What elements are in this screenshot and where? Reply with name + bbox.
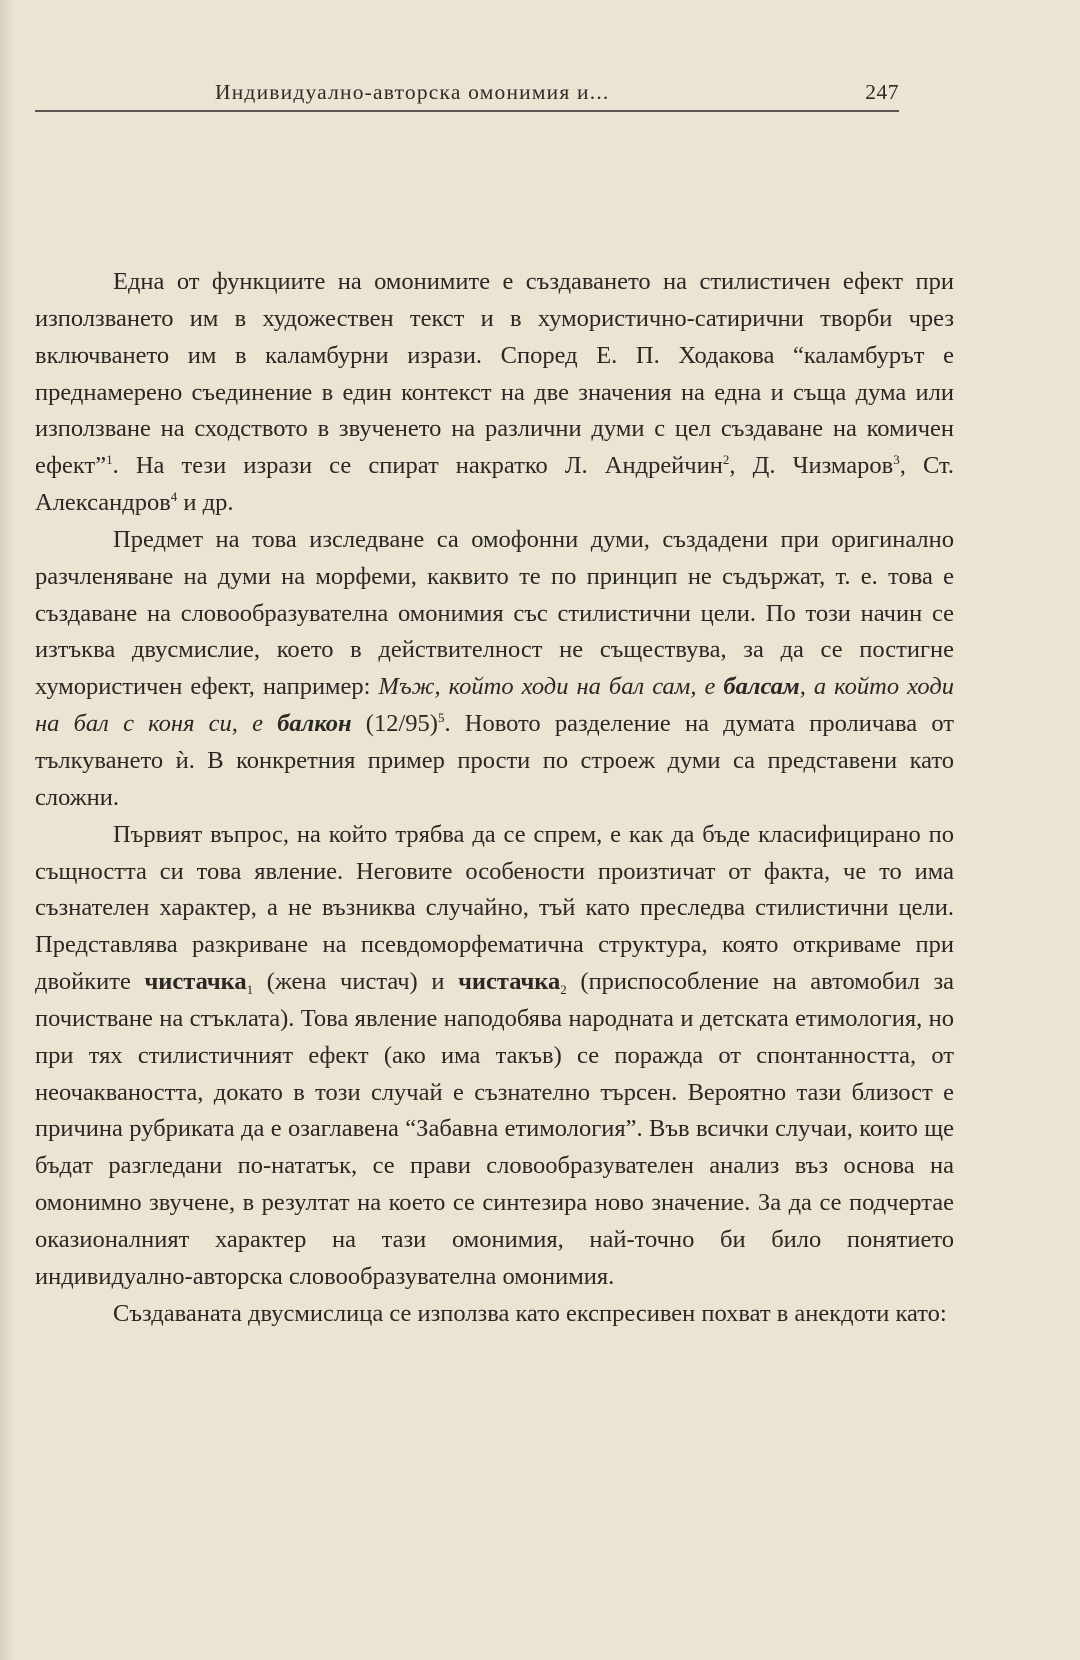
paragraph-3 [35, 817, 954, 1296]
paragraph-2 [35, 522, 954, 817]
p2-text-a: Предмет на това изследване са омофонни думи, създадени при оригинално разчленяване на думи на морфеми, каквито те по принцип не съдържат, т. е. това е създаване на словообразувателна омонимия със стилистични цели. По този начин се изтъква двусмислие, което в действителност не съществува, за да се постигне хумористичен ефект, например: [35, 525, 954, 701]
term-chistachka-1: чистачка [144, 968, 247, 996]
paragraph-1 [35, 264, 954, 522]
p2-text-c: . Новото разделение на думата проличава от тълкуването ѝ. В конкретния пример прости по строеж думи са представени като сложни. [35, 710, 954, 811]
term-subscript-1: 1 [246, 982, 254, 998]
paragraph-4 [35, 1296, 954, 1333]
footnote-ref-4: 4 [170, 489, 178, 505]
example-part-2: , а който ходи на бал с коня си, е [35, 673, 954, 738]
p3-text-b: (жена чистач) и [253, 968, 459, 996]
p1-text-a: Една от функциите на омонимите е създаването на стилистичен ефект при използването им в художествен текст и в хумористично-сатирични творби чрез включването им в каламбурни изрази. Според Е. П. Ходакова “каламбурът е преднамерено съединение в един контекст на две значения на една и съща дума или използване на сходството в звученето на различни думи с цел създаване на комичен ефект” [35, 268, 954, 480]
p4-text-a: Създаваната двусмислица се използва като експресивен похват в анекдоти като: [113, 1299, 947, 1327]
example-word-balkon: балкон [277, 710, 352, 738]
p1-text-e: и др. [177, 489, 234, 517]
footnote-ref-2: 2 [722, 452, 730, 468]
example-word-balsam: балсам [723, 673, 800, 701]
p1-text-b: . На тези изрази се спират накратко Л. Андрейчин [112, 452, 723, 480]
term-subscript-2: 2 [560, 982, 567, 998]
term-chistachka-2: чистачка [458, 968, 561, 996]
running-title: Индивидуално-авторска омонимия и... [215, 80, 610, 104]
running-head [35, 76, 899, 110]
example-part-1: Мъж, който ходи на бал сам, е [378, 673, 724, 701]
p1-text-c: , Д. Чизмаров [729, 452, 894, 480]
p1-text-d: , Ст. Александров [35, 452, 954, 517]
footnote-ref-3: 3 [893, 452, 900, 468]
page-edge-shadow [0, 0, 14, 1660]
p2-text-b: (12/95) [351, 710, 438, 738]
footnote-ref-1: 1 [106, 452, 113, 468]
p3-text-a: Първият въпрос, на който трябва да се спрем, е как да бъде класифицирано по същността си това явление. Неговите особености произтичат от факта, че то има съзнателен характер, а не възниква случайно, тъй като преследва стилистични цели. Представлява разкриване на псевдоморфематична структура, която откриваме при двойките [35, 820, 954, 996]
footnote-ref-5: 5 [437, 710, 445, 726]
page-number: 247 [865, 80, 899, 104]
header-rule [35, 110, 899, 112]
p3-text-c: (приспособление на автомобил за почистване на стъклата). Това явление наподобява народната и детската етимология, но при тях стилистичният ефект (ако има такъв) се поражда от спонтанността, от неочакваността, докато в този случай е съзнателно търсен. Вероятно тази близост е причина рубриката да е озаглавена “Забавна етимология”. Във всички случаи, които ще бъдат разгледани по-нататък, се прави словообразувателен анализ въз основа на омонимно звучене, в резултат на което се синтезира ново значение. За да се подчертае оказионалният характер на тази омонимия, най-точно би било понятието индивидуално-авторска словообразувателна омонимия. [35, 968, 955, 1290]
body-text [35, 264, 954, 1332]
